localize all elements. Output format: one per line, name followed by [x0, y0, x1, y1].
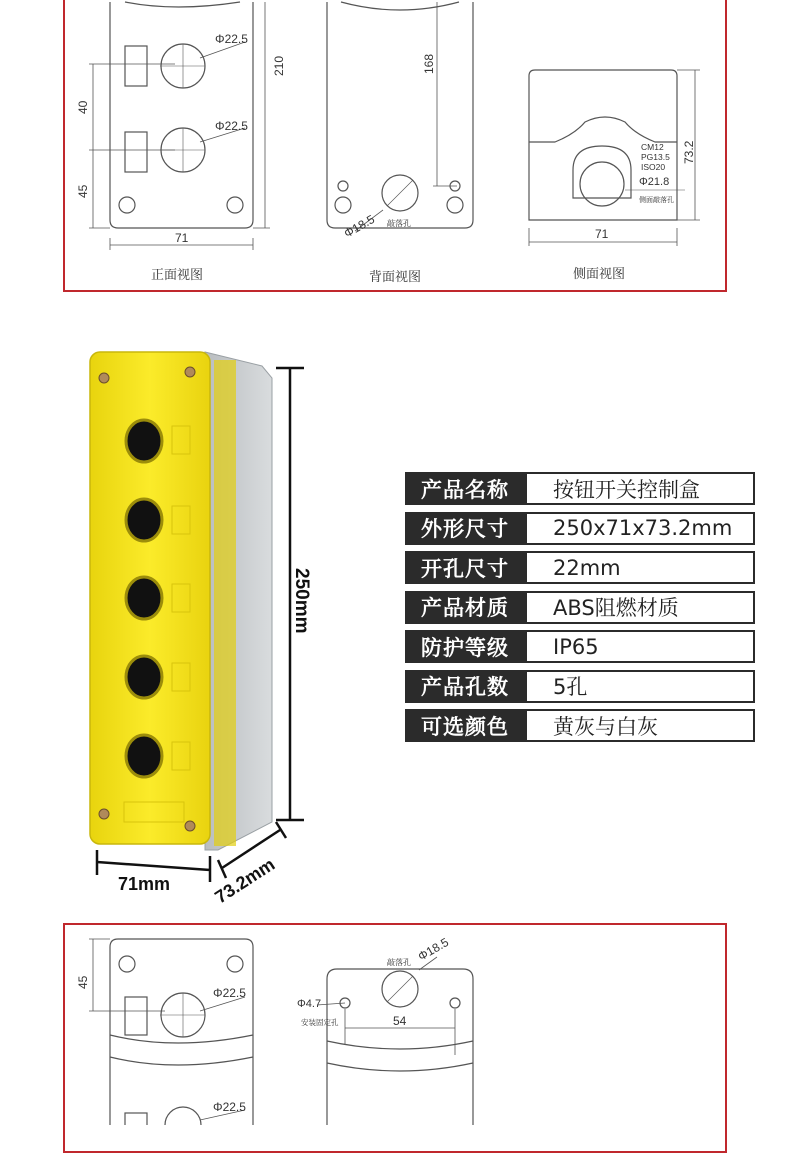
spec-table	[405, 472, 755, 749]
front-dim-bottom: 45	[76, 184, 90, 198]
bottom-back-outline	[327, 969, 473, 1125]
spec-key: 产品名称	[405, 472, 527, 505]
spec-row	[405, 551, 755, 584]
spec-key: 产品孔数	[405, 670, 527, 703]
height-label: 250mm	[291, 568, 312, 634]
top-drawing	[65, 0, 725, 290]
side-dim-height: 73.2	[682, 140, 696, 164]
spec-value: 黄灰与白灰	[527, 709, 755, 742]
side-knockout-label: 侧面敲落孔	[639, 197, 674, 204]
spec-value: 250x71x73.2mm	[527, 512, 755, 545]
spec-row	[405, 709, 755, 742]
spec-row	[405, 670, 755, 703]
spec-value: 5孔	[527, 670, 755, 703]
spec-row	[405, 591, 755, 624]
bottom-hole-diameter-2: Φ22.5	[213, 1100, 246, 1114]
spec-row	[405, 630, 755, 663]
side-thread-3: ISO20	[641, 162, 666, 172]
spec-value: 22mm	[527, 551, 755, 584]
bottom-mount-hole-label: 安装固定孔	[301, 1018, 339, 1027]
product-photo	[0, 330, 400, 910]
spec-key: 开孔尺寸	[405, 551, 527, 584]
bottom-dim-top: 45	[76, 975, 90, 989]
bottom-mount-hole-diameter: Φ4.7	[297, 998, 322, 1010]
front-view-caption: 正面视图	[151, 268, 204, 283]
back-view-outline	[327, 2, 473, 228]
front-hole-diameter-1: Φ22.5	[215, 32, 248, 46]
back-knockout-diameter: Φ18.5	[341, 212, 378, 241]
front-dim-height: 210	[272, 55, 286, 76]
spec-value: 按钮开关控制盒	[527, 472, 755, 505]
side-dim-width: 71	[595, 227, 609, 241]
back-dim-height: 168	[422, 53, 436, 74]
front-hole-diameter-2: Φ22.5	[215, 119, 248, 133]
side-thread-1: CM12	[641, 142, 664, 152]
side-view-caption: 侧面视图	[573, 267, 626, 282]
top-drawing-panel	[63, 0, 727, 292]
width-label: 71mm	[118, 874, 171, 894]
back-knockout-label: 敲落孔	[387, 219, 411, 228]
spec-value: ABS阻燃材质	[527, 591, 755, 624]
bottom-knockout-label: 敲落孔	[387, 958, 411, 967]
bottom-hole-diameter-1: Φ22.5	[213, 986, 246, 1000]
spec-row	[405, 512, 755, 545]
bottom-knockout-diameter: Φ18.5	[415, 935, 452, 964]
bottom-drawing	[65, 925, 725, 1125]
depth-label: 73.2mm	[211, 854, 279, 908]
bottom-front-outline	[110, 939, 253, 1125]
spec-key: 产品材质	[405, 591, 527, 624]
side-hole-diameter: Φ21.8	[639, 176, 670, 188]
spec-value: IP65	[527, 630, 755, 663]
spec-key: 防护等级	[405, 630, 527, 663]
spec-key: 外形尺寸	[405, 512, 527, 545]
front-dim-width: 71	[175, 231, 189, 245]
back-view-caption: 背面视图	[369, 270, 422, 285]
side-thread-2: PG13.5	[641, 152, 670, 162]
spec-row	[405, 472, 755, 505]
bottom-dim-mount-spacing: 54	[393, 1014, 407, 1028]
bottom-drawing-panel	[63, 923, 727, 1153]
spec-key: 可选颜色	[405, 709, 527, 742]
front-dim-spacing: 40	[76, 100, 90, 114]
